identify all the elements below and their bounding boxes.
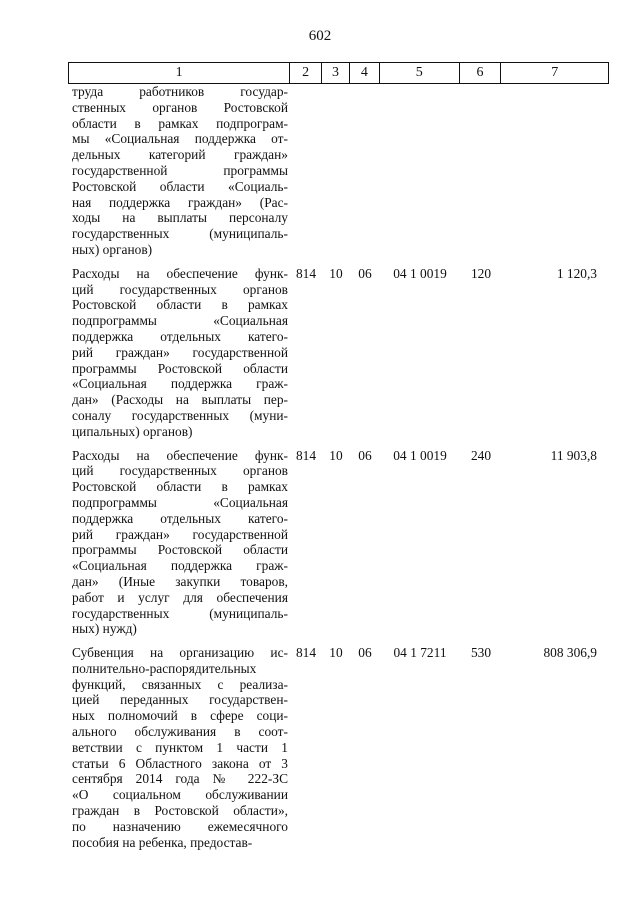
cell-c2: 814 [295, 265, 317, 281]
description-line: «Социальная поддержка граж- [72, 558, 288, 574]
description-line: граждан в Ростовской области», [72, 803, 288, 819]
description-line: дельных категорий граждан» [72, 147, 288, 163]
table-row [68, 645, 609, 850]
description-line: Ростовской области в рамках [72, 297, 288, 313]
page-number: 602 [308, 28, 332, 44]
row-description [72, 266, 288, 440]
description-line: статьи 6 Областного закона от 3 [72, 755, 288, 771]
description-line: поддержка отдельных катего- [72, 510, 288, 526]
cell-c4: 06 [358, 447, 372, 463]
description-line: ная поддержка граждан» (Рас- [72, 194, 288, 210]
row-description-cell [68, 84, 290, 258]
cell-c2: 814 [295, 447, 317, 463]
description-line: ных) нужд) [72, 621, 137, 637]
description-line: сентября 2014 года № 222-ЗС [72, 771, 288, 787]
description-line: работ и услуг для обеспечения [72, 589, 288, 605]
cell-c7: 11 903,8 [550, 447, 597, 463]
description-line: цией переданных государствен- [72, 692, 288, 708]
cell-c3: 10 [329, 265, 343, 281]
description-line: по назначению ежемесячного [72, 818, 288, 834]
description-line: Ростовской области «Социаль- [72, 178, 288, 194]
description-line: подпрограммы «Социальная [72, 494, 288, 510]
header-col-2: 2 [290, 63, 322, 83]
description-line: «О социальном обслуживании [72, 787, 288, 803]
description-line: Расходы на обеспечение функ- [72, 265, 288, 281]
description-line: полнительно-распорядительных [72, 660, 257, 676]
header-col-3: 3 [322, 63, 350, 83]
description-line: ципальных) органов) [72, 423, 193, 439]
row-description-cell [68, 448, 290, 638]
cell-c2 [290, 84, 322, 258]
cell-c7: 808 306,9 [543, 645, 597, 661]
description-line: государственных (муниципаль- [72, 226, 288, 242]
cell-c4: 06 [358, 645, 372, 661]
cell-c7: 1 120,3 [556, 265, 597, 281]
header-col-7: 7 [551, 65, 559, 80]
table-header [68, 62, 609, 84]
description-line: программы Ростовской области [72, 542, 288, 558]
description-line: Ростовской области в рамках [72, 479, 288, 495]
cell-c4: 06 [358, 265, 372, 281]
cell-c6: 530 [470, 645, 492, 661]
cell-c5: 04 1 0019 [393, 447, 447, 463]
cell-c3 [322, 84, 350, 258]
cell-c6 [460, 84, 502, 258]
row-description-cell [68, 266, 290, 440]
cell-c5: 04 1 0019 [393, 265, 447, 281]
description-line: ций государственных органов [72, 281, 288, 297]
description-line: пособия на ребенка, предостав- [72, 834, 253, 850]
cell-c6: 120 [470, 265, 492, 281]
row-description-cell [68, 645, 290, 850]
cell-c5: 04 1 7211 [393, 645, 447, 661]
cell-c2: 814 [295, 645, 317, 661]
header-col-5: 5 [380, 63, 460, 83]
row-description [72, 448, 288, 638]
cell-c4 [350, 84, 380, 258]
header-col-4: 4 [350, 63, 380, 83]
description-line: Расходы на обеспечение функ- [72, 447, 288, 463]
description-line: подпрограммы «Социальная [72, 313, 288, 329]
description-line: рий граждан» государственной [72, 344, 288, 360]
description-line: государственных (муниципаль- [72, 605, 288, 621]
description-line: рий граждан» государственной [72, 526, 288, 542]
table-row [68, 266, 609, 440]
cell-c3: 10 [329, 447, 343, 463]
description-line: труда работников государ- [72, 84, 288, 99]
cell-c6: 240 [470, 447, 492, 463]
cell-c3: 10 [329, 645, 343, 661]
description-line: «Социальная поддержка граж- [72, 376, 288, 392]
description-line: мы «Социальная поддержка от- [72, 131, 288, 147]
header-col-1: 1 [69, 63, 290, 83]
description-line: области в рамках подпрограм- [72, 115, 288, 131]
table-body [68, 84, 609, 858]
cell-c7 [502, 84, 609, 258]
description-line: дан» (Иные закупки товаров, [72, 573, 288, 589]
description-line: ходы на выплаты персоналу [72, 210, 288, 226]
description-line: Субвенция на организацию ис- [72, 645, 288, 661]
row-description [72, 84, 288, 258]
description-line: ственных органов Ростовской [72, 99, 288, 115]
description-line: ных) органов) [72, 241, 153, 257]
row-description [72, 645, 288, 850]
table-row [68, 448, 609, 638]
table-row [68, 84, 609, 258]
description-line: программы Ростовской области [72, 360, 288, 376]
cell-c5 [380, 84, 460, 258]
description-line: ального обслуживания в соот- [72, 724, 288, 740]
description-line: ветствии с пунктом 1 части 1 [72, 739, 288, 755]
description-line: дан» (Расходы на выплаты пер- [72, 392, 288, 408]
description-line: соналу государственных (муни- [72, 407, 288, 423]
description-line: функций, связанных с реализа- [72, 676, 288, 692]
description-line: ных полномочий в сфере соци- [72, 708, 288, 724]
description-line: государственной программы [72, 162, 288, 178]
header-col-6: 6 [460, 63, 502, 83]
description-line: ций государственных органов [72, 463, 288, 479]
description-line: поддержка отдельных катего- [72, 328, 288, 344]
